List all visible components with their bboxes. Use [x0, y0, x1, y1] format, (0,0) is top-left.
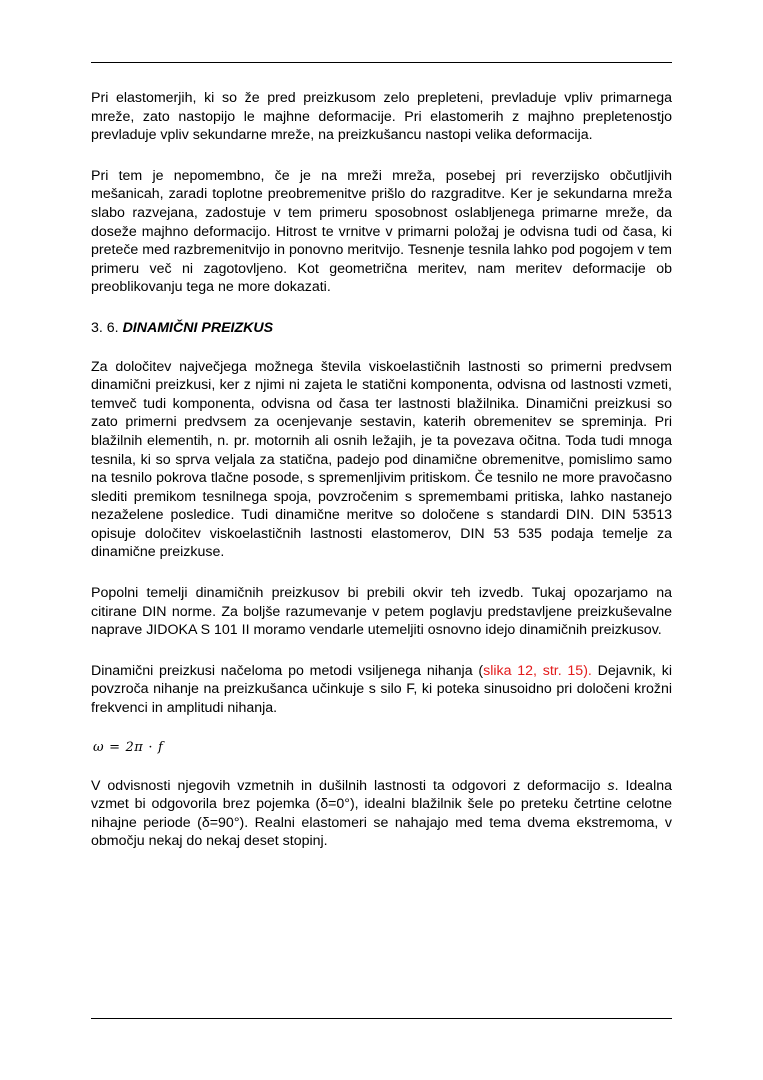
text-run: V odvisnosti njegovih vzmetnih in dušilnih lastnosti ta odgovori z deformacijo	[91, 777, 608, 794]
text-run: Dejavnik, ki povzroča nihanje na preizkušanca učinkuje s silo F, ki poteka sinusoidno pri določeni krožni frekvenci in amplitudi nihanja.	[91, 662, 673, 717]
angular-frequency-formula	[93, 740, 672, 755]
paragraph-reversion: Pri tem je nepomembno, če je na mreži mreža, posebej pri reverzijsko občutljivih mešanicah, zaradi toplotne preobremenitve prišlo do razgraditve. Ker je sekundarna mreža slabo razvejana, zadostuje v tem primeru sposobnost oslabljenega primarne mreže, da doseže majhno deformacijo. Hitrost te vrnitve v primarni položaj je odvisna tudi od časa, ki preteče med razbremenitvijo in ponovno meritvijo. Tesnenje tesnila lahko pod pogojem v tem primeru več ni zagotovljeno. Kot geometrična meritev, nam meritev deformacije ob preoblikovanju tega ne more dokazati.	[91, 167, 672, 296]
paragraph-damping	[91, 777, 672, 851]
formula-two-pi: 2π	[125, 739, 144, 755]
section-number: 3. 6.	[91, 319, 123, 336]
formula-dot: ·	[148, 739, 153, 755]
section-heading	[91, 319, 672, 338]
figure-reference-link[interactable]: slika 12, str. 15).	[483, 662, 592, 679]
paragraph-din-norms: Popolni temelji dinamičnih preizkusov bi prebili okvir teh izvedb. Tukaj opozarjamo na citirane DIN norme. Za boljše razumevanje v petem poglavju predstavljene preizkuševalne naprave JIDOKA S 101 II moramo vendarle utemeljiti osnovno idejo dinamičnih preizkusov.	[91, 585, 672, 639]
paragraph-dynamic-tests: Za določitev največjega možnega števila viskoelastičnih lastnosti so primerni predvsem dinamični preizkusi, ker z njimi ni zajeta le statični komponenta, odvisna od lastnosti vzmeti, temveč tudi komponenta, odvisna od časa ter lastnosti blažilnika. Dinamični preizkusi so zato primerni predvsem za ocenjevanje sestavin, katerih obremenitev se spreminja. Pri blažilnih elementih, n. pr. motornih ali osnih ležajih, je ta povezava očitna. Toda tudi mnoga tesnila, ki so sprva veljala za statična, padejo pod dinamične obremenitve, pomislimo samo na tesnilo pokrova tlačne posode, s spremenljivim pritiskom. Če tesnilo ne more pravočasno slediti premikom tesnilnega spoja, povzročenim s spremembami pritiska, lahko nastanejo nezaželene posledice. Tudi dinamične meritve so določene s standardi DIN. DIN 53513 opisuje določitev viskoelastičnih lastnosti elastomerov, DIN 53 535 podaja temelje za dinamične preizkuse.	[91, 358, 672, 561]
text-run: Dinamični preizkusi načeloma po metodi vsiljenega nihanja (	[91, 662, 484, 679]
formula-f: f	[157, 739, 164, 755]
paragraph-elastomer-networks: Pri elastomerjih, ki so že pred preizkusom zelo prepleteni, prevladuje vpliv primarnega mreže, zato nastopijo le majhne deformacije. Pri elastomerih z majhno prepletenostjo prevladuje vpliv sekundarne mreže, na preizkušancu nastopi velika deformacija.	[91, 90, 672, 144]
formula-equals: =	[109, 739, 121, 755]
footer-rule	[91, 1018, 672, 1019]
page-body	[91, 89, 672, 873]
formula-omega: ω	[93, 739, 105, 755]
symbol-s: s	[607, 777, 615, 794]
paragraph-forced-oscillation	[91, 662, 672, 718]
section-title: DINAMIČNI PREIZKUS	[122, 319, 274, 336]
text-run: . Idealna vzmet bi odgovorila brez pojemka (δ=0°), idealni blažilnik šele po preteku četrtine celotne nihajne periode (δ=90°). Realni elastomeri se nahajajo med tema dvema ekstremoma, v območju nekaj do nekaj deset stopinj.	[91, 777, 672, 850]
header-rule	[91, 62, 672, 63]
